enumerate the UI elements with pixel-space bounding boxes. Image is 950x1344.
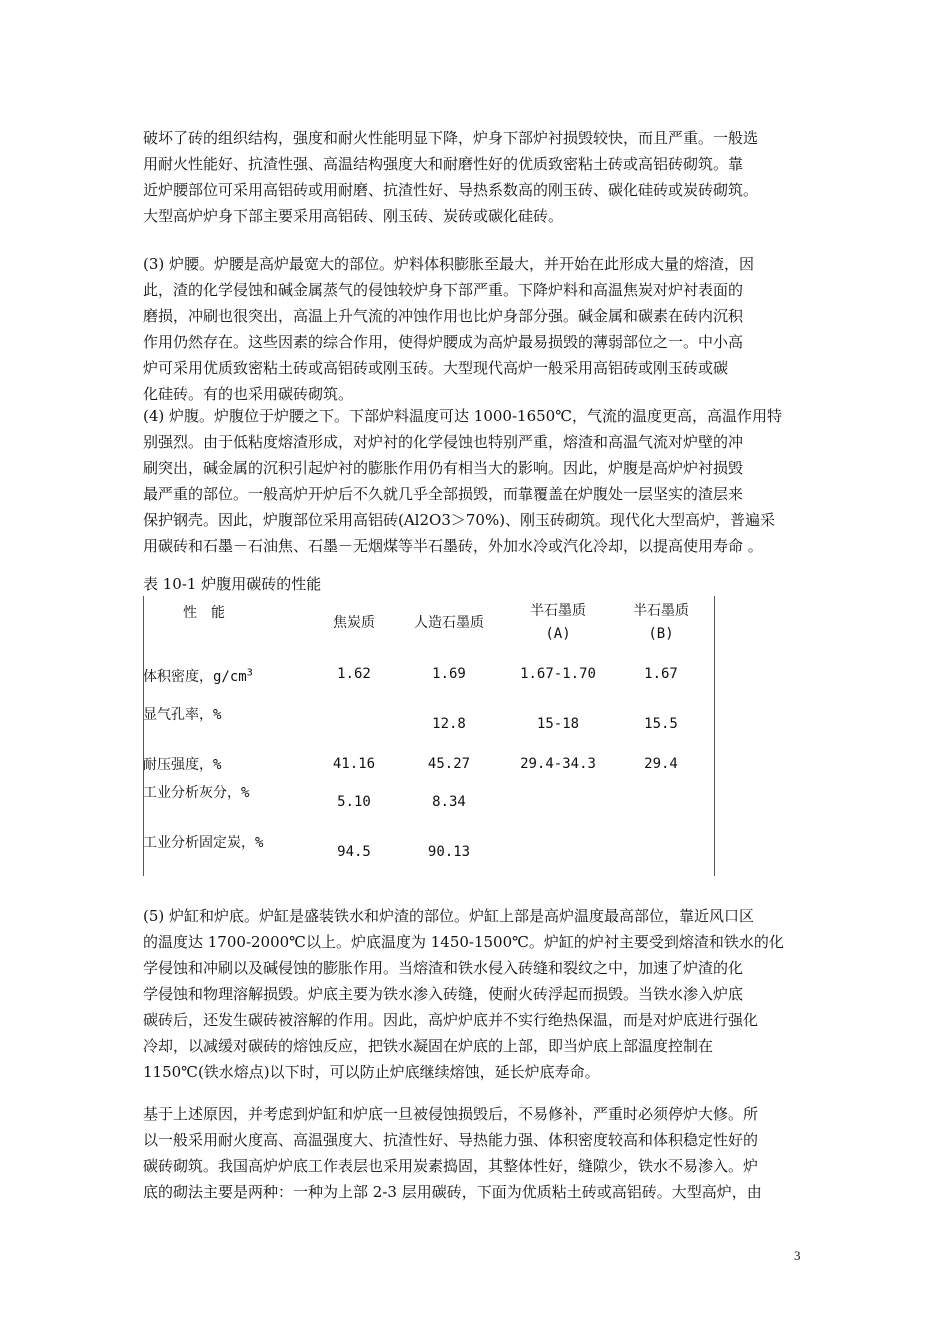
header-coke: 焦炭质 <box>333 615 375 631</box>
table-cell: 1.67-1.70 <box>520 666 596 682</box>
paragraph-furnace-bosh <box>143 403 807 559</box>
table-cell: 15.5 <box>644 716 678 732</box>
table-cell: 5.10 <box>337 794 371 810</box>
header-property: 性 能 <box>183 605 225 621</box>
text-line: 别强烈。由于低粘度熔渣形成，对炉衬的化学侵蚀也特别严重，熔渣和高温气流对炉壁的冲 <box>143 433 744 451</box>
table-cell: 29.4 <box>644 756 678 772</box>
paragraph-furnace-stack-lower <box>143 125 807 229</box>
text-line: 学侵蚀和物理溶解损毁。炉底主要为铁水渗入砖缝，使耐火砖浮起而损毁。当铁水渗入炉底 <box>143 985 744 1003</box>
header-semi-graphite-a: 半石墨质 <box>530 603 586 619</box>
table-cell: 1.67 <box>644 666 678 682</box>
text-line: 学侵蚀和冲刷以及碱侵蚀的膨胀作用。当熔渣和铁水侵入砖缝和裂纹之中，加速了炉渣的化 <box>143 959 744 977</box>
header-semi-graphite-a-suffix: (A) <box>545 626 571 642</box>
text-line: (3) 炉腰。炉腰是高炉最宽大的部位。炉料体积膨胀至最大，并开始在此形成大量的熔渣，因 <box>143 255 755 273</box>
paragraph-hearth-lining-choice <box>143 1101 807 1205</box>
row-label-compressive-strength: 耐压强度，% <box>143 757 222 773</box>
row-label-apparent-porosity: 显气孔率，% <box>143 707 222 723</box>
text-line: 近炉腰部位可采用高铝砖或用耐磨、抗渣性好、导热系数高的刚玉砖、碳化硅砖或炭砖砌筑。 <box>143 181 759 199</box>
table-cell: 1.69 <box>432 666 466 682</box>
table-right-border <box>714 596 715 876</box>
row-label-ash-content: 工业分析灰分，% <box>143 785 250 801</box>
page-number: 3 <box>794 1248 801 1263</box>
text-line: 刷突出，碱金属的沉积引起炉衬的膨胀作用仍有相当大的影响。因此，炉腹是高炉炉衬损毁 <box>143 459 744 477</box>
header-artificial-graphite: 人造石墨质 <box>414 615 484 631</box>
table-cell: 45.27 <box>427 756 471 772</box>
text-line: 化硅砖。有的也采用碳砖砌筑。 <box>143 385 354 403</box>
table-cell: 12.8 <box>432 716 466 732</box>
row-label-text: 体积密度，g/cm <box>143 669 247 685</box>
paragraph-furnace-belly <box>143 251 807 407</box>
text-line: 保护钢壳。因此，炉腹部位采用高铝砖(Al2O3＞70%)、刚玉砖砌筑。现代化大型高炉，普遍采 <box>143 511 776 529</box>
table-cell: 1.62 <box>337 666 371 682</box>
text-line: (4) 炉腹。炉腹位于炉腰之下。下部炉料温度可达 1000-1650℃，气流的温度更高，高温作用特 <box>143 407 782 425</box>
table-caption: 表 10-1 炉腹用碳砖的性能 <box>143 575 322 593</box>
text-line: 此，渣的化学侵蚀和碱金属蒸气的侵蚀较炉身下部严重。下降炉料和高温焦炭对炉衬表面的 <box>143 281 744 299</box>
table-cell: 15-18 <box>536 716 580 732</box>
text-line: 最严重的部位。一般高炉开炉后不久就几乎全部损毁，而靠覆盖在炉腹处一层坚实的渣层来 <box>143 485 744 503</box>
text-line: 炉可采用优质致密粘土砖或高铝砖或刚玉砖。大型现代高炉一般采用高铝砖或刚玉砖或碳 <box>143 359 729 377</box>
header-semi-graphite-b-suffix: (B) <box>648 626 674 642</box>
text-line: 基于上述原因，并考虑到炉缸和炉底一旦被侵蚀损毁后，不易修补，严重时必须停炉大修。所 <box>143 1105 759 1123</box>
header-semi-graphite-b: 半石墨质 <box>633 603 689 619</box>
table-cell: 94.5 <box>337 844 371 860</box>
table-cell: 8.34 <box>432 794 466 810</box>
table-cell: 29.4-34.3 <box>520 756 596 772</box>
text-line: 的温度达 1700-2000℃以上。炉底温度为 1450-1500℃。炉缸的炉衬主要受到熔渣和铁水的化 <box>143 933 784 951</box>
paragraph-hearth-and-bottom <box>143 903 807 1085</box>
text-line: (5) 炉缸和炉底。炉缸是盛装铁水和炉渣的部位。炉缸上部是高炉温度最高部位，靠近风口区 <box>143 907 755 925</box>
text-line: 以一般采用耐火度高、高温强度大、抗渣性好、导热能力强、体积密度较高和体积稳定性好的 <box>143 1131 759 1149</box>
text-line: 用碳砖和石墨－石油焦、石墨－无烟煤等半石墨砖，外加水冷或汽化冷却，以提高使用寿命 。 <box>143 537 763 555</box>
text-line: 磨损，冲刷也很突出，高温上升气流的冲蚀作用也比炉身部分强。碱金属和碳素在砖内沉积 <box>143 307 744 325</box>
carbon-brick-properties-table <box>143 596 715 876</box>
text-line: 碳砖砌筑。我国高炉炉底工作表层也采用炭素捣固，其整体性好，缝隙少，铁水不易渗入。炉 <box>143 1157 759 1175</box>
text-line: 破坏了砖的组织结构，强度和耐火性能明显下降，炉身下部炉衬损毁较快，而且严重。一般选 <box>143 129 759 147</box>
text-line: 冷却，以减缓对碳砖的熔蚀反应，把铁水凝固在炉底的上部，即当炉底上部温度控制在 <box>143 1037 714 1055</box>
text-line: 1150℃(铁水熔点)以下时，可以防止炉底继续熔蚀，延长炉底寿命。 <box>143 1063 600 1081</box>
table-cell: 41.16 <box>332 756 376 772</box>
row-label-bulk-density <box>143 666 253 686</box>
text-line: 底的砌法主要是两种：一种为上部 2-3 层用碳砖，下面为优质粘土砖或高铝砖。大型高炉，由 <box>143 1183 762 1201</box>
superscript-3: 3 <box>246 667 253 679</box>
text-line: 大型高炉炉身下部主要采用高铝砖、刚玉砖、炭砖或碳化硅砖。 <box>143 207 564 225</box>
table-cell: 90.13 <box>427 844 471 860</box>
text-line: 碳砖后，还发生碳砖被溶解的作用。因此，高炉炉底并不实行绝热保温，而是对炉底进行强化 <box>143 1011 759 1029</box>
text-line: 用耐火性能好、抗渣性强、高温结构强度大和耐磨性好的优质致密粘土砖或高铝砖砌筑。靠 <box>143 155 744 173</box>
row-label-fixed-carbon: 工业分析固定炭，% <box>143 835 264 851</box>
text-line: 作用仍然存在。这些因素的综合作用，使得炉腰成为高炉最易损毁的薄弱部位之一。中小高 <box>143 333 744 351</box>
